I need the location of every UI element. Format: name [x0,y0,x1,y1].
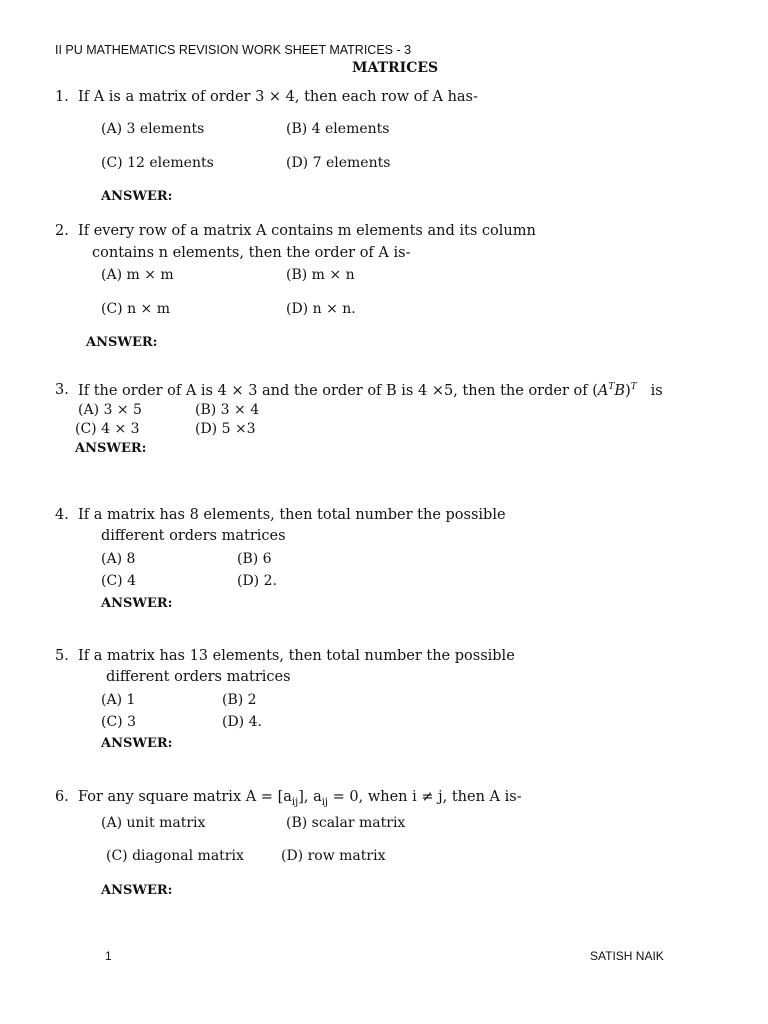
question-2-option-d: (D) n × n. [286,301,356,317]
question-6-option-a: (A) unit matrix [101,815,206,831]
page-number: 1 [105,949,112,963]
question-4-option-b: (B) 6 [237,551,272,567]
question-3-number: 3. [55,382,69,398]
question-6-number: 6. [55,789,69,805]
question-4-text-line2: different orders matrices [101,528,286,544]
question-2-text-line1: If every row of a matrix A contains m elements and its column [78,223,536,239]
question-1-option-b: (B) 4 elements [286,121,390,137]
question-6-sub-ij-2: ij [321,796,329,808]
question-4-text-line1: If a matrix has 8 elements, then total number the possible [78,507,506,523]
question-1-answer-label: ANSWER: [101,189,173,204]
question-6-option-c: (C) diagonal matrix [106,848,244,864]
question-5-option-a: (A) 1 [101,692,136,708]
question-5-number: 5. [55,648,69,664]
question-4-answer-label: ANSWER: [101,596,173,611]
question-4-option-d: (D) 2. [237,573,277,589]
question-3-answer-label: ANSWER: [75,441,147,456]
question-3-option-b: (B) 3 × 4 [195,402,260,418]
question-4-option-a: (A) 8 [101,551,136,567]
question-6-option-b: (B) scalar matrix [286,815,406,831]
question-2-number: 2. [55,223,69,239]
question-1-option-d: (D) 7 elements [286,155,391,171]
page-title: MATRICES [352,60,439,76]
question-1-option-a: (A) 3 elements [101,121,205,137]
question-6-answer-label: ANSWER: [101,883,173,898]
question-3-text-suffix: is [650,382,663,399]
question-5-option-d: (D) 4. [222,714,262,730]
expr-b: B [614,382,626,399]
question-6-text-a: For any square matrix A = [a [78,789,292,805]
question-3-text-prefix: If the order of A is 4 × 3 and the order of B is 4 ×5, then the order of [78,382,593,399]
question-5-option-b: (B) 2 [222,692,257,708]
footer-author: SATISH NAIK [590,949,664,963]
question-2-option-c: (C) n × m [101,301,171,317]
question-6-option-d: (D) row matrix [281,848,386,864]
question-5-text-line2: different orders matrices [106,669,291,685]
question-5-text-line1: If a matrix has 13 elements, then total number the possible [78,648,515,664]
question-1-option-c: (C) 12 elements [101,155,214,171]
expr-a: A [597,382,609,399]
question-6-text-b: ], a [298,789,322,805]
question-3-option-c: (C) 4 × 3 [75,421,140,437]
question-2-answer-label: ANSWER: [86,335,158,350]
question-1-number: 1. [55,89,69,105]
question-5-option-c: (C) 3 [101,714,136,730]
question-4-number: 4. [55,507,69,523]
question-5-answer-label: ANSWER: [101,736,173,751]
question-1-text: If A is a matrix of order 3 × 4, then each row of A has- [78,89,478,105]
question-3-expression: $(A^TB)^T$ [592,382,637,399]
question-6-text [78,789,522,808]
question-4-option-c: (C) 4 [101,573,136,589]
expr-t1: T [608,382,615,392]
question-6-sub-ij-1: ij [291,796,299,808]
running-header: II PU MATHEMATICS REVISION WORK SHEET MATRICES - 3 [55,43,412,57]
expr-t2: T [630,382,637,392]
question-2-text-line2: contains n elements, then the order of A is- [92,245,411,261]
question-2-option-b: (B) m × n [286,267,355,283]
question-2-option-a: (A) m × m [101,267,174,283]
question-3-text [78,382,663,399]
question-3-option-a: (A) 3 × 5 [78,402,142,418]
question-6-text-c: = 0, when i ≠ j, then A is- [328,789,522,805]
question-3-option-d: (D) 5 ×3 [195,421,256,437]
